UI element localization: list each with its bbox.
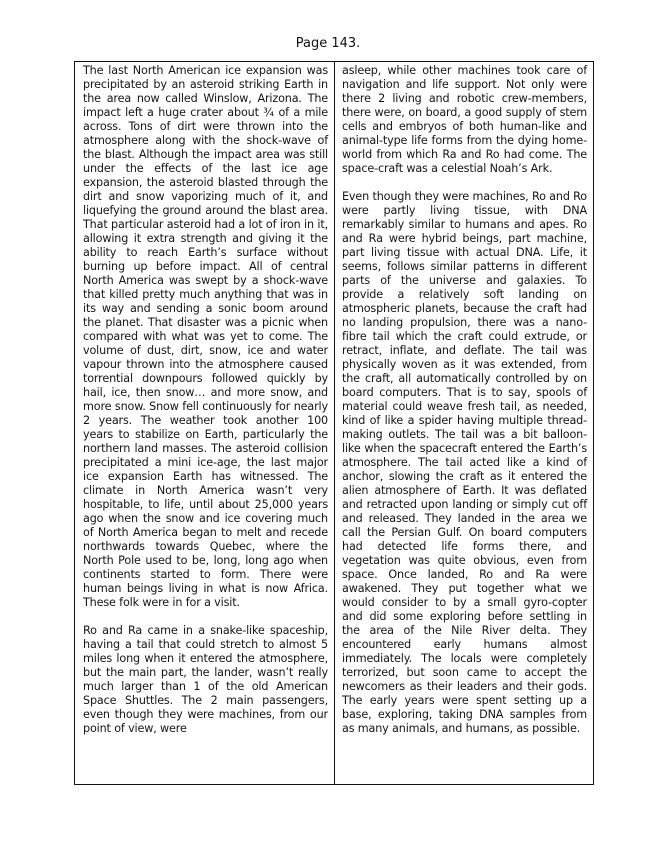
paragraph: Ro and Ra came in a snake-like spaceship, having a tail that could stretch to almost 5 miles long when it entered the atmosphere, but the main part, the lander, wasn’t really much larger than 1 of the old American Space Shuttles. The 2 main passengers, even though they were machines, from our point of view, were bbox=[83, 624, 328, 735]
left-column bbox=[75, 62, 335, 784]
two-column-text-frame bbox=[74, 61, 594, 785]
paragraph: asleep, while other machines took care of navigation and life support. Not only were there 2 living and robotic crew-members, there were, on board, a good supply of stem cells and embryos of both human-like and animal-type life forms from the dying home-world from which Ra and Ro had come. The space-craft was a celestial Noah’s Ark. bbox=[342, 64, 587, 175]
paragraph: Even though they were machines, Ro and Ro were partly living tissue, with DNA remarkably similar to humans and apes. Ro and Ra were hybrid beings, part machine, part living tissue with actual DNA. Life, it seems, follows similar patterns in different parts of the universe and galaxies. To provide a relatively soft landing on atmospheric planets, because the craft had no landing propulsion, there was a nano-fibre tail which the craft could extrude, or retract, inflate, and deflate. The tail was physically woven as it was extended, from the craft, all automatically controlled by on board computers. That is to say, spools of material could weave fresh tail, as needed, kind of like a spider having multiple thread-making outlets. The tail was a bit balloon-like when the spacecraft entered the Earth’s atmosphere. The tail acted like a kind of anchor, slowing the craft as it entered the alien atmosphere of Earth. It was deflated and retracted upon landing or simply cut off and released. They landed in the area we call the Persian Gulf. On board computers had detected life forms there, and vegetation was quite obvious, even from space. Once landed, Ro and Ra were awakened. They put together what we would consider to by a small gyro-copter and did some exploring before settling in the area of the Nile River delta. They encountered early humans almost immediately. The locals were completely terrorized, but soon came to accept the newcomers as their leaders and their gods. The early years were spent setting up a base, exploring, taking DNA samples from as many animals, and humans, as possible. bbox=[342, 190, 587, 735]
page-number: Page 143. bbox=[295, 36, 361, 51]
paragraph: The last North American ice expansion was precipitated by an asteroid striking Earth in the area now called Winslow, Arizona. The impact left a huge crater about ¾ of a mile across. Tons of dirt were thrown into the atmosphere along with the shock-wave of the blast. Although the impact area was still under the effects of the last ice age expansion, the asteroid blasted through the dirt and snow vaporizing much of it, and liquefying the ground around the blast area. That particular asteroid had a lot of iron in it, allowing it extra strength and giving it the ability to reach Earth’s surface without burning up before impact. All of central North America was swept by a shock-wave that killed pretty much anything that was in its way and sending a sonic boom around the planet. That disaster was a picnic when compared with what was yet to come. The volume of dust, dirt, snow, ice and water vapour thrown into the atmosphere caused torrential downpours followed quickly by hail, ice, then snow… and more snow, and more snow. Snow fell continuously for nearly 2 years. The weather took another 100 years to stabilize on Earth, particularly the northern land masses. The asteroid collision precipitated a mini ice-age, the last major ice expansion Earth has witnessed. The climate in North America wasn’t very hospitable, to life, until about 25,000 years ago when the snow and ice covering much of North America began to melt and recede northwards towards Quebec, where the North Pole used to be, long, long ago when continents started to form. There were human beings living in what is now Africa. These folk were in for a visit. bbox=[83, 64, 328, 609]
right-column bbox=[335, 62, 593, 784]
